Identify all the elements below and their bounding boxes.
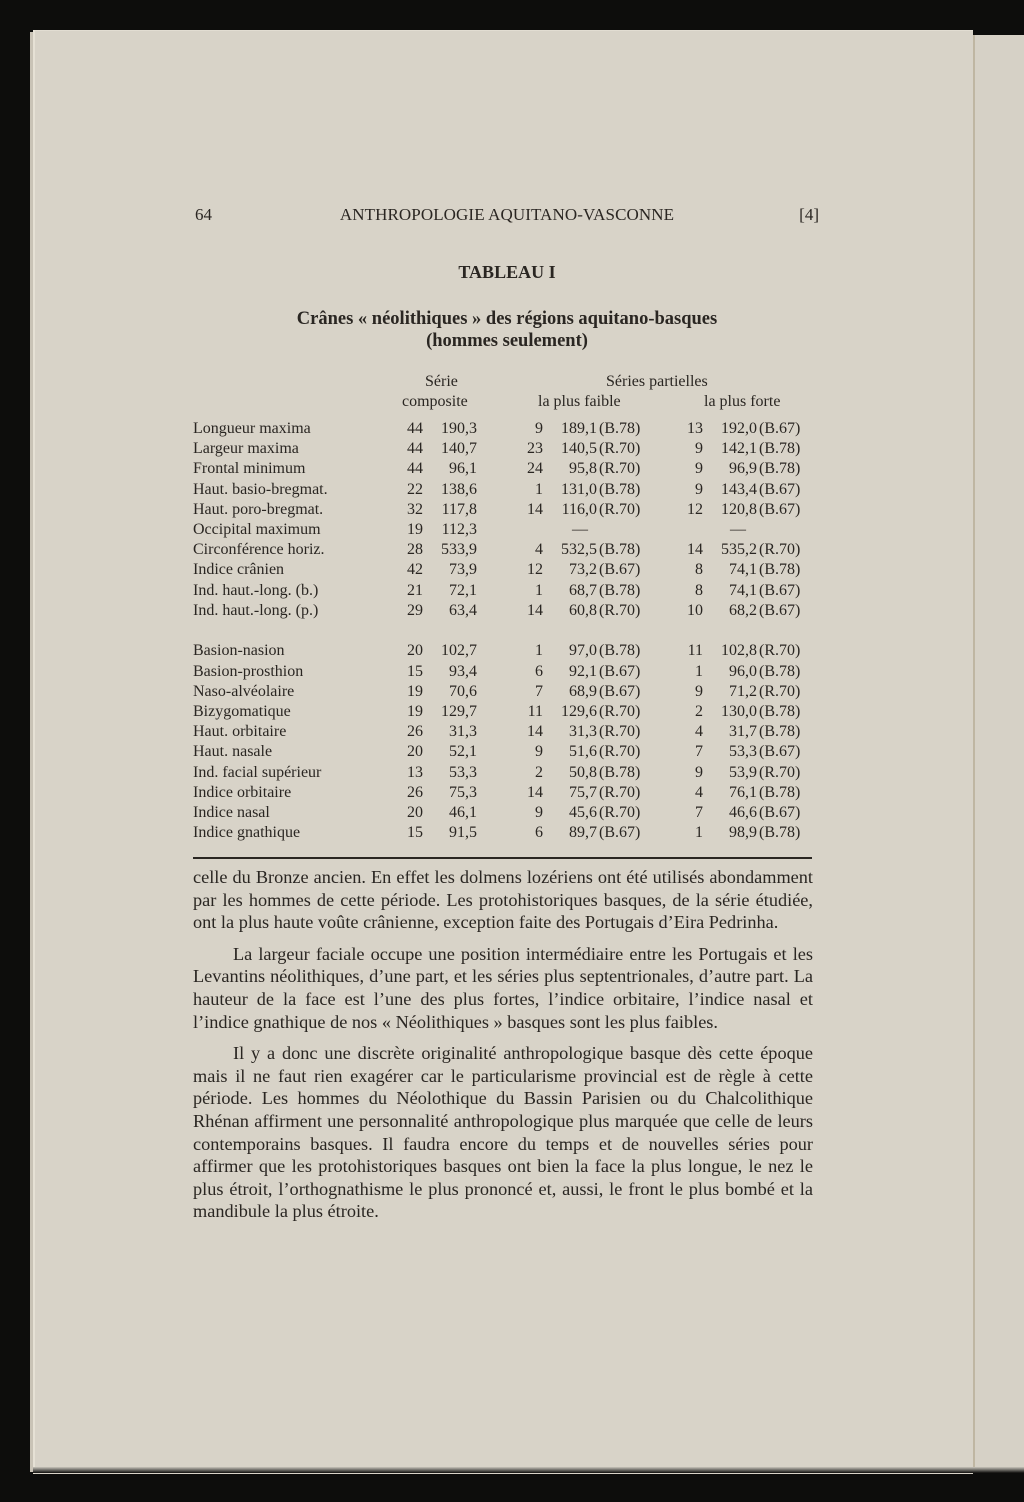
faible-value: 97,0 xyxy=(569,642,597,660)
composite-n: 44 xyxy=(407,420,423,437)
forte-value: 31,7 xyxy=(729,723,757,741)
forte-n: 12 xyxy=(687,500,703,518)
composite-n: 29 xyxy=(407,601,423,619)
forte-n: 9 xyxy=(695,460,703,478)
row-label: Longueur maxima xyxy=(193,420,311,437)
faible-n: 1 xyxy=(535,480,543,498)
row-label: Indice crânien xyxy=(193,561,285,579)
row-label: Frontal minimum xyxy=(193,460,306,478)
forte-ref: (B.67) xyxy=(759,420,801,437)
faible-ref: (R.70) xyxy=(599,723,641,741)
row-label: Indice orbitaire xyxy=(193,783,292,801)
section-number: [4] xyxy=(799,205,819,224)
row-label: Largeur maxima xyxy=(193,440,299,458)
forte-n: 14 xyxy=(687,541,703,559)
forte-ref: (B.67) xyxy=(759,803,801,821)
faible-ref: (B.67) xyxy=(599,682,641,700)
row-label: Basion-prosthion xyxy=(193,662,304,680)
faible-value: 68,9 xyxy=(569,682,597,700)
table-row xyxy=(193,804,821,824)
composite-value: 52,1 xyxy=(449,743,477,761)
forte-n: 1 xyxy=(695,824,703,842)
forte-value: 76,1 xyxy=(729,783,757,801)
faible-value: 129,6 xyxy=(561,702,597,720)
faible-ref: (B.78) xyxy=(599,763,641,781)
composite-n: 20 xyxy=(407,642,423,660)
composite-value: 93,4 xyxy=(449,662,477,680)
faible-ref: (R.70) xyxy=(599,702,641,720)
forte-ref: (B.78) xyxy=(759,783,801,801)
table-row xyxy=(193,561,821,581)
table-row xyxy=(193,481,821,501)
table-row xyxy=(193,521,821,541)
composite-n: 44 xyxy=(407,440,423,458)
paragraph: celle du Bronze ancien. En effet les dolmens lozériens ont été utilisés abondamment par les hommes de cette période. Les protohistoriques basques, de la série étudiée, ont la plus haute voûte crânienne, exception faite des Portugais d’Eira Pedrinha. xyxy=(193,867,813,933)
forte-value: 74,1 xyxy=(729,581,757,599)
row-label: Haut. orbitaire xyxy=(193,723,287,741)
forte-ref: (R.70) xyxy=(759,541,801,559)
composite-value: 31,3 xyxy=(449,723,477,741)
faible-ref: (B.78) xyxy=(599,541,641,559)
row-label: Naso-alvéolaire xyxy=(193,682,295,700)
table-row xyxy=(193,784,821,804)
faible-n: 9 xyxy=(535,420,543,437)
forte-ref: (B.67) xyxy=(759,743,801,761)
table-row xyxy=(193,541,821,561)
measurements-table xyxy=(193,420,821,844)
faible-n: 1 xyxy=(535,581,543,599)
table-row xyxy=(193,582,821,602)
forte-ref: (B.67) xyxy=(759,581,801,599)
forte-n: 2 xyxy=(695,702,703,720)
composite-value: 102,7 xyxy=(441,642,477,660)
table-row xyxy=(193,743,821,763)
forte-n: 11 xyxy=(687,642,703,660)
composite-value: 140,7 xyxy=(441,440,477,458)
faible-ref: (R.70) xyxy=(599,440,641,458)
faible-ref: (R.70) xyxy=(599,783,641,801)
composite-value: 117,8 xyxy=(441,500,477,518)
composite-n: 26 xyxy=(407,783,423,801)
paragraph: Il y a donc une discrète originalité anthropologique basque dès cette époque mais il ne faut rien exagérer car le particularisme provincial est de règle à cette période. Les hommes du Néolothique du Bassin Parisien ou du Chalcolithique Rhénan affirment une personnalité anthropologique plus marquée que celle de leurs contemporains basques. Il faudra encore du temps et de nouvelles séries pour affirmer que les protohistoriques basques ont bien la face la plus longue, le nez le plus étroit, l’orthognathisme le plus prononcé et, aussi, le front le plus bombé et la mandibule la plus étroite. xyxy=(193,1043,813,1222)
table-row xyxy=(193,420,821,440)
composite-value: 72,1 xyxy=(449,581,477,599)
forte-n: 4 xyxy=(695,723,703,741)
table-row xyxy=(193,663,821,683)
forte-ref: (B.78) xyxy=(759,723,801,741)
composite-value: 70,6 xyxy=(449,682,477,700)
faible-ref: (R.70) xyxy=(599,743,641,761)
paragraph: La largeur faciale occupe une position intermédiaire entre les Portugais et les Levantins néolithiques, d’une part, et les séries plus septentrionales, d’autre part. La hauteur de la face est l’une des plus fortes, l’indice orbitaire, l’indice nasal et l’indice gnathique de nos « Néolithiques » basques sont les plus faibles. xyxy=(193,943,813,1032)
row-label: Haut. basio-bregmat. xyxy=(193,480,328,498)
forte-value: 192,0 xyxy=(721,420,757,437)
header-plus-forte: la plus forte xyxy=(704,393,781,410)
forte-value: 46,6 xyxy=(729,803,757,821)
forte-value: 102,8 xyxy=(721,642,757,660)
row-label: Indice gnathique xyxy=(193,824,301,842)
row-label: Ind. haut.-long. (p.) xyxy=(193,601,319,619)
header-composite: composite xyxy=(402,393,468,410)
forte-ref: (B.78) xyxy=(759,824,801,842)
composite-n: 13 xyxy=(407,763,423,781)
composite-n: 15 xyxy=(407,824,423,842)
composite-n: 21 xyxy=(407,581,423,599)
composite-n: 19 xyxy=(407,682,423,700)
running-head xyxy=(195,205,819,227)
composite-n: 28 xyxy=(407,541,423,559)
composite-value: 63,4 xyxy=(449,601,477,619)
composite-n: 20 xyxy=(407,743,423,761)
faible-ref: (B.67) xyxy=(599,561,641,579)
forte-n: 1 xyxy=(695,662,703,680)
table-caption xyxy=(195,308,819,352)
header-plus-faible: la plus faible xyxy=(538,393,621,410)
table-bottom-rule xyxy=(193,857,812,859)
composite-n: 22 xyxy=(407,480,423,498)
table-caption-line-2: (hommes seulement) xyxy=(426,331,588,351)
faible-n: 9 xyxy=(535,743,543,761)
forte-value: 143,4 xyxy=(721,480,757,498)
forte-ref: (B.78) xyxy=(759,460,801,478)
faible-n: 6 xyxy=(535,662,543,680)
forte-ref: (R.70) xyxy=(759,642,801,660)
faible-ref: (R.70) xyxy=(599,460,641,478)
row-label: Occipital maximum xyxy=(193,520,321,538)
row-label: Basion-nasion xyxy=(193,642,285,660)
faible-value: 95,8 xyxy=(569,460,597,478)
page-shadow xyxy=(33,1467,1024,1473)
faible-n: 11 xyxy=(527,702,543,720)
faible-ref: (B.78) xyxy=(599,480,641,498)
table-row xyxy=(193,824,821,844)
faible-value: 73,2 xyxy=(569,561,597,579)
table-row xyxy=(193,460,821,480)
faible-value: 60,8 xyxy=(569,601,597,619)
forte-value: 68,2 xyxy=(729,601,757,619)
forte-n: 10 xyxy=(687,601,703,619)
table-row xyxy=(193,683,821,703)
forte-value: 535,2 xyxy=(721,541,757,559)
forte-n: 7 xyxy=(695,743,703,761)
faible-ref: (B.78) xyxy=(599,420,641,437)
faible-value: 189,1 xyxy=(561,420,597,437)
composite-n: 15 xyxy=(407,662,423,680)
composite-n: 42 xyxy=(407,561,423,579)
row-label: Indice nasal xyxy=(193,803,270,821)
forte-value: 98,9 xyxy=(729,824,757,842)
faible-value: 68,7 xyxy=(569,581,597,599)
faible-value: 92,1 xyxy=(569,662,597,680)
forte-empty-dash: — xyxy=(730,520,746,538)
faible-value: 532,5 xyxy=(561,541,597,559)
forte-ref: (B.78) xyxy=(759,702,801,720)
forte-value: 53,9 xyxy=(729,763,757,781)
forte-value: 53,3 xyxy=(729,743,757,761)
faible-n: 14 xyxy=(527,500,543,518)
row-label: Haut. nasale xyxy=(193,743,273,761)
forte-value: 74,1 xyxy=(729,561,757,579)
forte-value: 96,9 xyxy=(729,460,757,478)
row-label: Haut. poro-bregmat. xyxy=(193,500,324,518)
forte-ref: (R.70) xyxy=(759,682,801,700)
adjacent-page-edge xyxy=(973,35,1024,1473)
forte-ref: (R.70) xyxy=(759,763,801,781)
forte-ref: (B.67) xyxy=(759,601,801,619)
faible-value: 116,0 xyxy=(561,500,597,518)
composite-value: 53,3 xyxy=(449,763,477,781)
forte-n: 13 xyxy=(687,420,703,437)
faible-n: 23 xyxy=(527,440,543,458)
table-row xyxy=(193,723,821,743)
faible-n: 14 xyxy=(527,601,543,619)
header-serie: Série xyxy=(425,373,458,390)
faible-value: 51,6 xyxy=(569,743,597,761)
forte-ref: (B.78) xyxy=(759,662,801,680)
forte-value: 142,1 xyxy=(721,440,757,458)
faible-ref: (R.70) xyxy=(599,500,641,518)
composite-n: 26 xyxy=(407,723,423,741)
page-number: 64 xyxy=(195,205,212,224)
faible-ref: (R.70) xyxy=(599,803,641,821)
table-row xyxy=(193,602,821,622)
forte-value: 120,8 xyxy=(721,500,757,518)
body-text xyxy=(193,866,813,1232)
faible-value: 131,0 xyxy=(561,480,597,498)
forte-n: 8 xyxy=(695,561,703,579)
forte-n: 9 xyxy=(695,440,703,458)
forte-ref: (B.67) xyxy=(759,480,801,498)
forte-n: 4 xyxy=(695,783,703,801)
composite-value: 129,7 xyxy=(441,702,477,720)
row-label: Circonférence horiz. xyxy=(193,541,325,559)
composite-value: 75,3 xyxy=(449,783,477,801)
composite-value: 46,1 xyxy=(449,803,477,821)
composite-value: 96,1 xyxy=(449,460,477,478)
faible-value: 75,7 xyxy=(569,783,597,801)
composite-n: 20 xyxy=(407,803,423,821)
composite-n: 44 xyxy=(407,460,423,478)
faible-ref: (B.67) xyxy=(599,824,641,842)
faible-value: 50,8 xyxy=(569,763,597,781)
composite-n: 19 xyxy=(407,520,423,538)
composite-value: 190,3 xyxy=(441,420,477,437)
composite-n: 32 xyxy=(407,500,423,518)
faible-n: 14 xyxy=(527,723,543,741)
table-caption-line-1: Crânes « néolithiques » des régions aquitano-basques xyxy=(296,309,718,329)
composite-value: 112,3 xyxy=(441,520,477,538)
table-label: TABLEAU I xyxy=(458,262,556,282)
table-row xyxy=(193,703,821,723)
forte-value: 71,2 xyxy=(729,682,757,700)
forte-n: 9 xyxy=(695,763,703,781)
group-separator xyxy=(193,622,821,643)
row-label: Bizygomatique xyxy=(193,702,291,720)
forte-ref: (B.78) xyxy=(759,440,801,458)
faible-value: 140,5 xyxy=(561,440,597,458)
table-row xyxy=(193,501,821,521)
faible-value: 89,7 xyxy=(569,824,597,842)
composite-value: 91,5 xyxy=(449,824,477,842)
composite-value: 73,9 xyxy=(449,561,477,579)
forte-n: 7 xyxy=(695,803,703,821)
faible-ref: (B.67) xyxy=(599,662,641,680)
faible-value: 45,6 xyxy=(569,803,597,821)
faible-n: 9 xyxy=(535,803,543,821)
faible-n: 14 xyxy=(527,783,543,801)
faible-n: 1 xyxy=(535,642,543,660)
forte-n: 8 xyxy=(695,581,703,599)
header-series-partielles: Séries partielles xyxy=(606,373,708,390)
composite-n: 19 xyxy=(407,702,423,720)
faible-ref: (B.78) xyxy=(599,581,641,599)
table-row xyxy=(193,642,821,662)
row-label: Ind. haut.-long. (b.) xyxy=(193,581,319,599)
running-title: ANTHROPOLOGIE AQUITANO-VASCONNE xyxy=(339,205,675,224)
forte-value: 96,0 xyxy=(729,662,757,680)
faible-ref: (R.70) xyxy=(599,601,641,619)
composite-value: 138,6 xyxy=(441,480,477,498)
faible-n: 2 xyxy=(535,763,543,781)
faible-n: 6 xyxy=(535,824,543,842)
faible-value: 31,3 xyxy=(569,723,597,741)
composite-value: 533,9 xyxy=(441,541,477,559)
faible-ref: (B.78) xyxy=(599,642,641,660)
faible-n: 4 xyxy=(535,541,543,559)
row-label: Ind. facial supérieur xyxy=(193,763,322,781)
faible-n: 24 xyxy=(527,460,543,478)
faible-n: 12 xyxy=(527,561,543,579)
table-row xyxy=(193,440,821,460)
faible-n: 7 xyxy=(535,682,543,700)
forte-n: 9 xyxy=(695,682,703,700)
forte-value: 130,0 xyxy=(721,702,757,720)
faible-empty-dash: — xyxy=(572,520,588,538)
table-row xyxy=(193,764,821,784)
forte-ref: (B.67) xyxy=(759,500,801,518)
forte-ref: (B.78) xyxy=(759,561,801,579)
forte-n: 9 xyxy=(695,480,703,498)
